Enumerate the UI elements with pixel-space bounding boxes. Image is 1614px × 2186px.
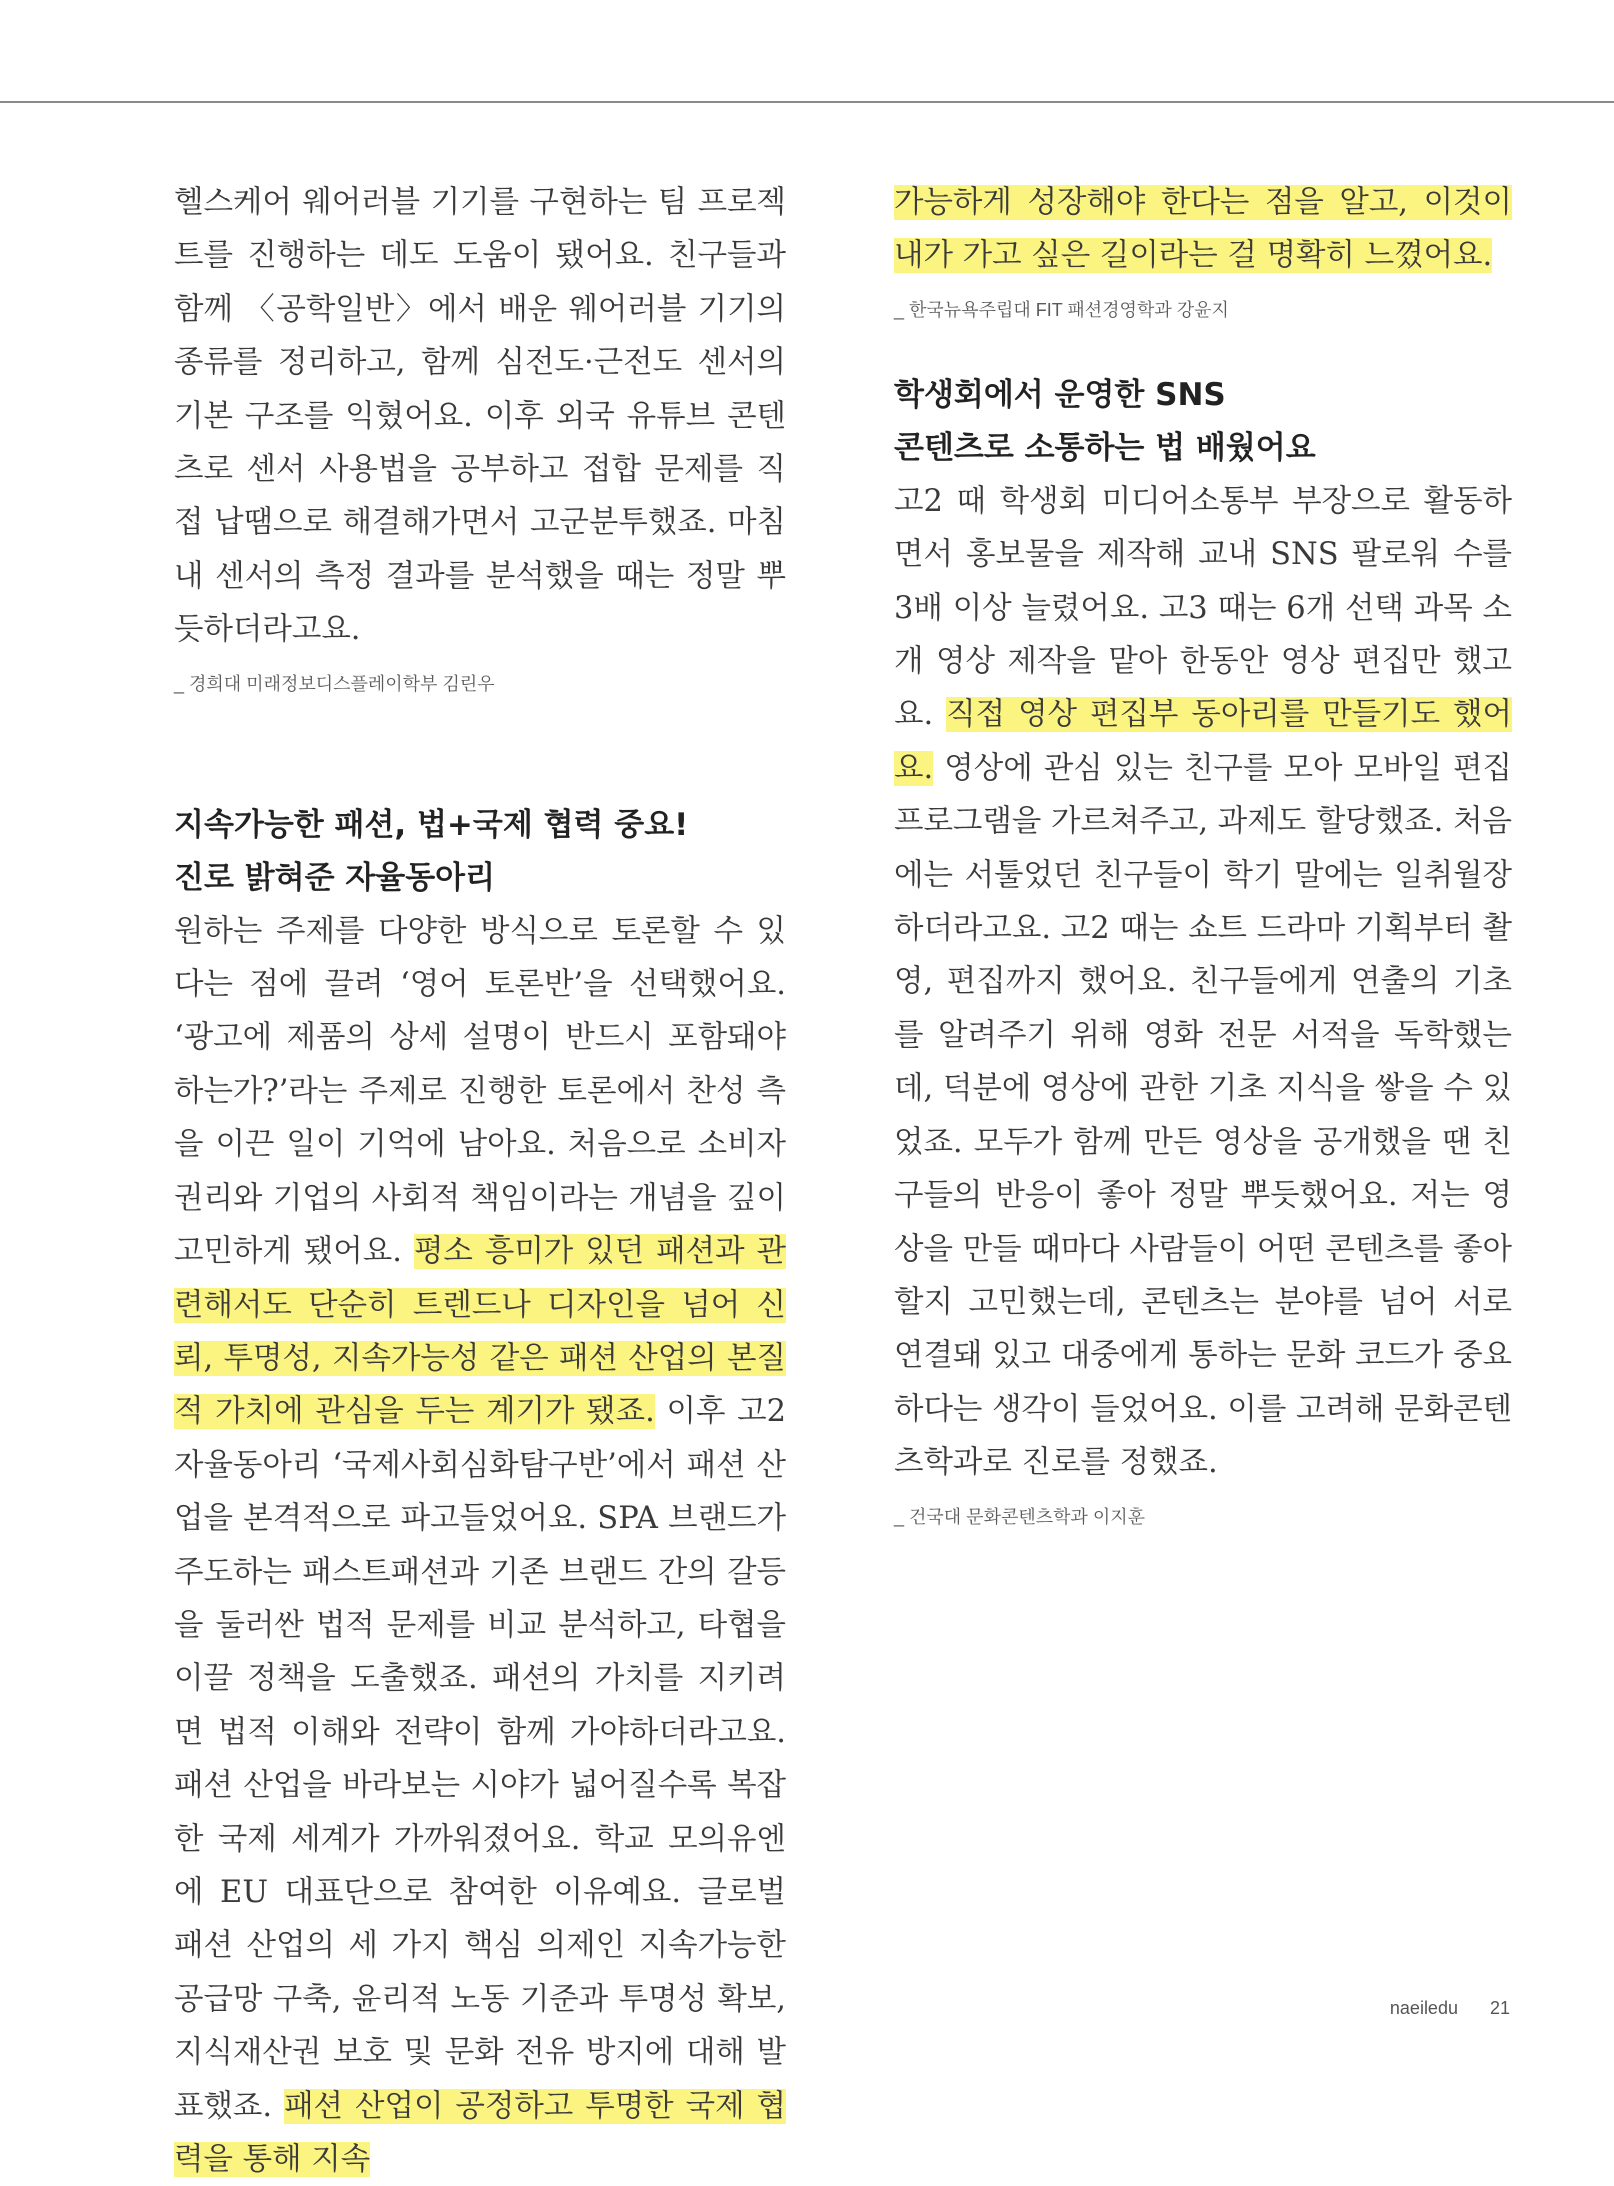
- fashion-article-body: [174, 905, 786, 2186]
- signature-kim-rinwoo: _ 경희대 미래정보디스플레이학부 김린우: [174, 673, 495, 694]
- body-text: 이후 고2 자율동아리 ‘국제사회심화탐구반’에서 패션 산업을 본격적으로 파고들었어요. SPA 브랜드가 주도하는 패스트패션과 기존 브랜드 간의 갈등을 둘러싼 법적 문제를 비교 분석하고, 타협을 이끌 정책을 도출했죠. 패션의 가치를 지키려면 법적 이해와 전략이 함께 가야하더라고요. 패션 산업을 바라보는 시야가 넓어질수록 복잡한 국제 세계가 가까워졌어요. 학교 모의유엔에 EU 대표단으로 참여한 이유예요. 글로벌 패션 산업의 세 가지 핵심 의제인 지속가능한 공급망 구축, 윤리적 노동 기준과 투명성 확보, 지식재산권 보호 및 문화 전유 방지에 대해 발표했죠.: [174, 1394, 786, 2124]
- page-footer: [1390, 1998, 1510, 2019]
- right-column: [894, 176, 1512, 1530]
- heading-line-1: 지속가능한 패션, 법+국제 협력 중요!: [174, 806, 689, 843]
- top-rule: [0, 101, 1614, 103]
- highlighted-text: 가능하게 성장해야 한다는 점을 알고, 이것이 내가 가고 싶은 길이라는 걸 명확히 느꼈어요.: [894, 185, 1512, 274]
- brand-name: naeiledu: [1389, 1998, 1458, 2018]
- article-heading-sns: [894, 369, 1512, 475]
- body-text: 원하는 주제를 다양한 방식으로 토론할 수 있다는 점에 끌려 ‘영어 토론반’을 선택했어요. ‘광고에 제품의 상세 설명이 반드시 포함돼야 하는가?’라는 주제로 진행한 토론에서 찬성 측을 이끈 일이 기억에 남아요. 처음으로 소비자 권리와 기업의 사회적 책임이라는 개념을 깊이 고민하게 됐어요.: [174, 913, 786, 1270]
- body-text: 고2 때 학생회 미디어소통부 부장으로 활동하면서 홍보물을 제작해 교내 SNS 팔로워 수를 3배 이상 늘렸어요. 고3 때는 6개 선택 과목 소개 영상 제작을 맡아 한동안 영상 편집만 했고요.: [894, 483, 1512, 733]
- heading-line-1: 학생회에서 운영한 SNS: [894, 376, 1226, 413]
- page-number: 21: [1489, 1998, 1510, 2018]
- heading-line-2: 진로 밝혀준 자율동아리: [174, 859, 496, 896]
- highlighted-text: 패션 산업이 공정하고 투명한 국제 협력을 통해 지속: [174, 2088, 787, 2177]
- signature-kang-yoonji: _ 한국뉴욕주립대 FIT 패션경영학과 강윤지: [894, 299, 1229, 320]
- signature-lee-jihoon: _ 건국대 문화콘텐츠학과 이지훈: [894, 1506, 1146, 1527]
- left-intro-paragraph: 헬스케어 웨어러블 기기를 구현하는 팀 프로젝트를 진행하는 데도 도움이 됐어요. 친구들과 함께 〈공학일반〉에서 배운 웨어러블 기기의 종류를 정리하고, 함께 심전도·근전도 센서의 기본 구조를 익혔어요. 이후 외국 유튜브 콘텐츠로 센서 사용법을 공부하고 접합 문제를 직접 납땜으로 해결해가면서 고군분투했죠. 마침내 센서의 측정 결과를 분석했을 때는 정말 뿌듯하더라고요.: [174, 185, 786, 648]
- left-column: [174, 176, 786, 2186]
- article-heading-fashion: [174, 799, 786, 905]
- highlighted-text: 직접 영상 편집부 동아리를 만들기도 했어요.: [894, 697, 1512, 786]
- highlighted-text: 평소 흥미가 있던 패션과 관련해서도 단순히 트렌드나 디자인을 넘어 신뢰, 투명성, 지속가능성 같은 패션 산업의 본질적 가치에 관심을 두는 계기가 됐죠.: [174, 1234, 787, 1430]
- right-intro-paragraph: [894, 176, 1512, 283]
- body-text: 영상에 관심 있는 친구를 모아 모바일 편집 프로그램을 가르쳐주고, 과제도 할당했죠. 처음에는 서툴었던 친구들이 학기 말에는 일취월장하더라고요. 고2 때는 쇼트 드라마 기획부터 촬영, 편집까지 했어요. 친구들에게 연출의 기초를 알려주기 위해 영화 전문 서적을 독학했는데, 덕분에 영상에 관한 기초 지식을 쌓을 수 있었죠. 모두가 함께 만든 영상을 공개했을 땐 친구들의 반응이 좋아 정말 뿌듯했어요. 저는 영상을 만들 때마다 사람들이 어떤 콘텐츠를 좋아할지 고민했는데, 콘텐츠는 분야를 넘어 서로 연결돼 있고 대중에게 통하는 문화 코드가 중요하다는 생각이 들었어요. 이를 고려해 문화콘텐츠학과로 진로를 정했죠.: [894, 750, 1512, 1481]
- sns-article-body: [894, 475, 1512, 1490]
- heading-line-2: 콘텐츠로 소통하는 법 배웠어요: [894, 429, 1316, 466]
